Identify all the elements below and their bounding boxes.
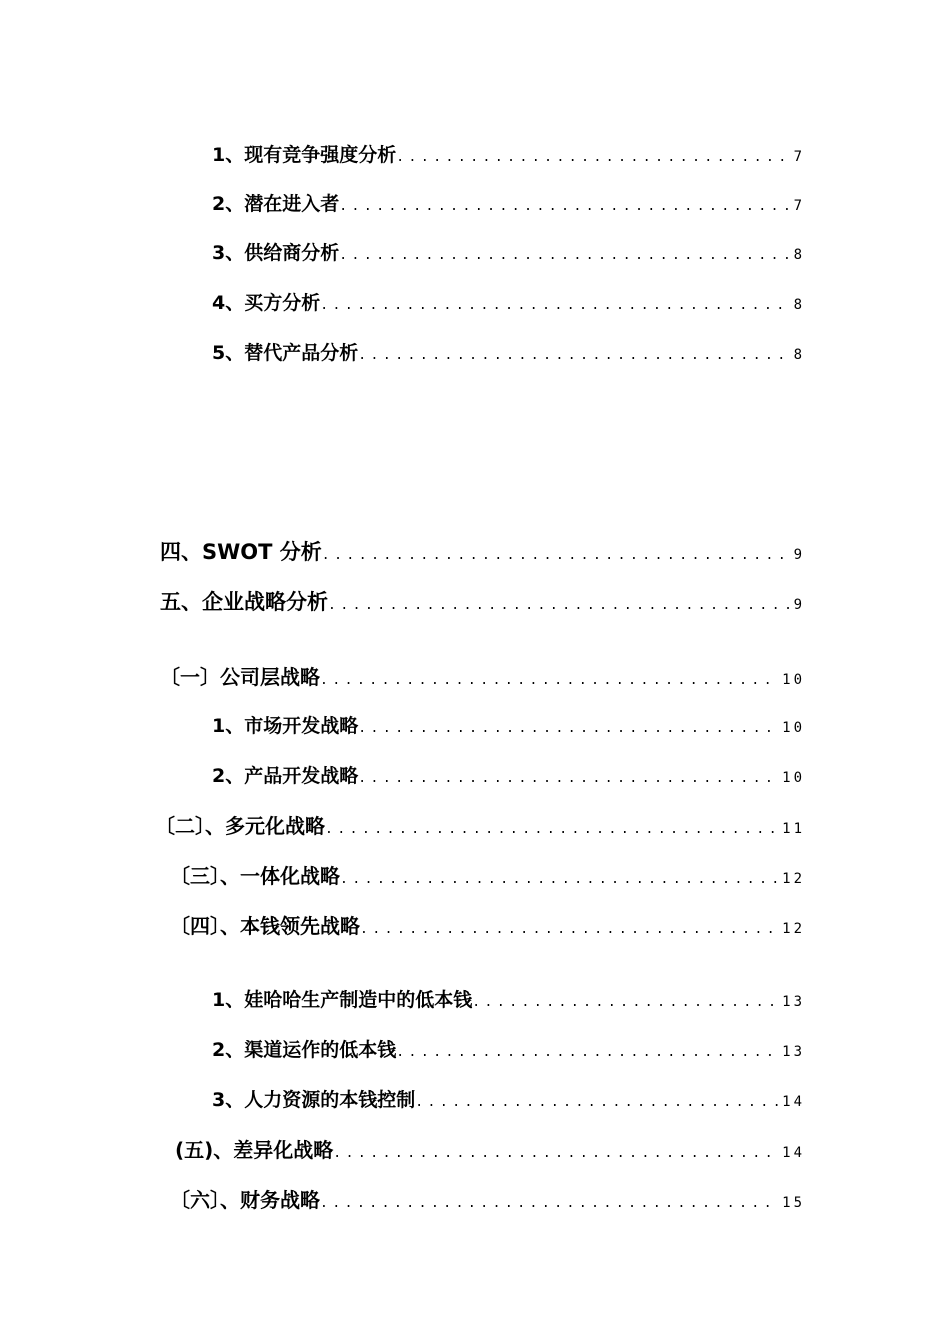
toc-entry-title: 2、潜在进入者 <box>212 193 340 215</box>
toc-entry[interactable] <box>212 1035 805 1062</box>
toc-entry-title: 1、市场开发战略 <box>212 715 359 737</box>
toc-dot-leader <box>339 199 789 214</box>
toc-entry-title: 四、SWOT 分析 <box>160 540 322 564</box>
toc-page-number: 11 <box>782 821 805 837</box>
toc-entry[interactable] <box>212 711 805 738</box>
toc-dot-leader <box>360 922 778 937</box>
toc-dot-leader <box>333 1146 778 1161</box>
toc-dot-leader <box>325 822 778 837</box>
toc-entry[interactable] <box>160 661 805 690</box>
toc-page-number: 9 <box>793 597 805 613</box>
toc-entry-title: 五、企业战略分析 <box>160 590 328 614</box>
toc-page-number: 10 <box>782 770 805 786</box>
toc-dot-leader <box>328 598 790 613</box>
toc-entry[interactable] <box>212 1085 805 1112</box>
toc-page-number: 8 <box>793 247 805 263</box>
toc-entry-title: 〔六〕、财务战略 <box>170 1188 320 1212</box>
toc-entry[interactable] <box>155 810 805 839</box>
toc-entry-title: 4、买方分析 <box>212 292 321 314</box>
toc-entry-title: 〔三〕、一体化战略 <box>170 864 340 888</box>
toc-dot-leader <box>339 248 789 263</box>
toc-entry-title: 3、人力资源的本钱控制 <box>212 1089 416 1111</box>
toc-entry-title: 〔四〕、本钱领先战略 <box>170 914 360 938</box>
toc-entry[interactable] <box>212 189 805 216</box>
toc-dot-leader <box>358 348 789 363</box>
toc-entry-title: 2、渠道运作的低本钱 <box>212 1039 397 1061</box>
toc-dot-leader <box>415 1095 778 1110</box>
toc-entry[interactable] <box>170 860 805 889</box>
toc-entry-title: 〔一〕公司层战略 <box>160 665 320 689</box>
toc-page-number: 15 <box>782 1195 805 1211</box>
toc-page-number: 12 <box>782 871 805 887</box>
toc-entry-title: 3、供给商分析 <box>212 242 340 264</box>
toc-dot-leader <box>358 721 778 736</box>
toc-entry-title: (五)、差异化战略 <box>175 1138 334 1162</box>
toc-entry-title: 2、产品开发战略 <box>212 765 359 787</box>
toc-dot-leader <box>396 1045 778 1060</box>
toc-page-number: 10 <box>782 672 805 688</box>
toc-page-number: 9 <box>793 547 805 563</box>
toc-entry[interactable] <box>212 985 805 1012</box>
toc-entry[interactable] <box>212 761 805 788</box>
toc-entry[interactable] <box>212 288 805 315</box>
toc-dot-leader <box>396 150 789 165</box>
toc-page-number: 10 <box>782 720 805 736</box>
toc-dot-leader <box>320 673 778 688</box>
toc-page-number: 7 <box>793 198 805 214</box>
toc-entry-title: 〔二〕、多元化战略 <box>155 814 325 838</box>
toc-dot-leader <box>340 872 778 887</box>
toc-page-number: 8 <box>793 347 805 363</box>
toc-dot-leader <box>358 771 778 786</box>
toc-entry[interactable] <box>212 140 805 167</box>
toc-dot-leader <box>472 995 778 1010</box>
toc-page-number: 14 <box>782 1145 805 1161</box>
toc-entry[interactable] <box>212 238 805 265</box>
toc-entry[interactable] <box>170 910 805 939</box>
toc-entry[interactable] <box>160 536 805 566</box>
toc-page-number: 7 <box>793 149 805 165</box>
toc-page-number: 13 <box>782 994 805 1010</box>
toc-entry[interactable] <box>160 586 805 616</box>
toc-entry[interactable] <box>212 338 805 365</box>
toc-page-number: 8 <box>793 297 805 313</box>
toc-dot-leader <box>320 1196 778 1211</box>
toc-page-number: 14 <box>782 1094 805 1110</box>
toc-page-number: 12 <box>782 921 805 937</box>
toc-entry[interactable] <box>170 1184 805 1213</box>
toc-entry[interactable] <box>175 1134 805 1163</box>
toc-dot-leader <box>320 298 789 313</box>
toc-entry-title: 1、娃哈哈生产制造中的低本钱 <box>212 989 473 1011</box>
toc-entry-title: 1、现有竞争强度分析 <box>212 144 397 166</box>
toc-entry-title: 5、替代产品分析 <box>212 342 359 364</box>
toc-page-number: 13 <box>782 1044 805 1060</box>
toc-dot-leader <box>322 548 790 563</box>
